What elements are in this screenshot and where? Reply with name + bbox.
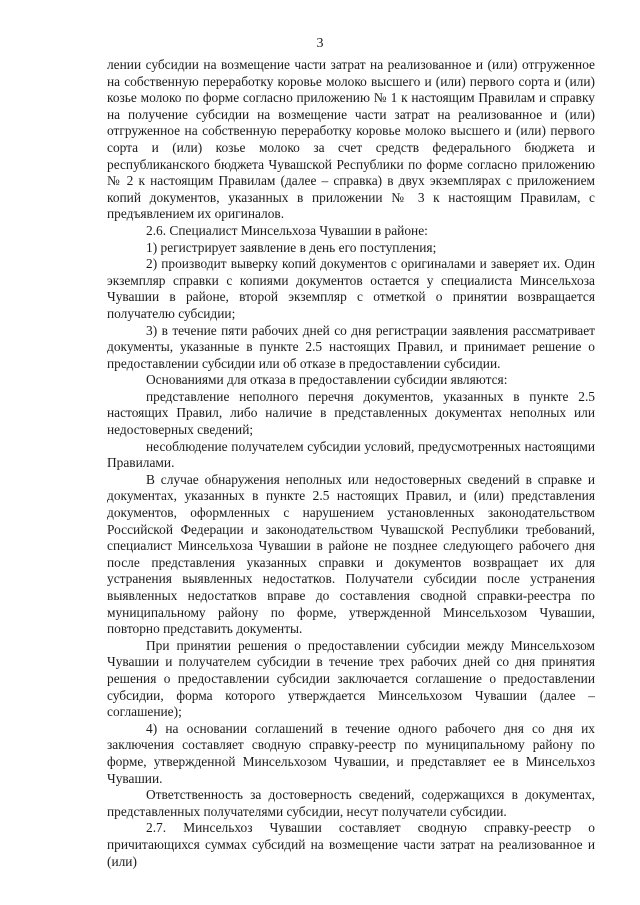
- paragraph-inaccurate-info: В случае обнаружения неполных или недостоверных сведений в справке и документах, указанных в пункте 2.5 настоящих Правил, и (или) представления документов, оформленных с нарушением установленных законодательством Российской Федерации и законодательством Чувашской Республики требований, специалист Минсельхоза Чувашии в районе не позднее следующего рабочего дня после представления указанных справки и документов возвращает их для устранения выявленных недостатков. Получатели субсидии после устранения выявленных недостатков вправе до составления сводной справки-реестра по муниципальному району по форме, утвержденной Минсельхозом Чувашии, повторно представить документы.: [107, 471, 595, 637]
- paragraph-refusal-grounds: Основаниями для отказа в предоставлении субсидии являются:: [146, 372, 508, 388]
- paragraph-section-2-6: 2.6. Специалист Минсельхоза Чувашии в районе:: [146, 222, 428, 238]
- paragraph-item-3: 3) в течение пяти рабочих дней со дня регистрации заявления рассматривает документы, указанные в пункте 2.5 настоящих Правил, и принимает решение о предоставлении субсидии или об отказе в предоставлении субсидии.: [107, 322, 595, 371]
- paragraph-item-1: 1) регистрирует заявление в день его поступления;: [146, 239, 437, 255]
- paragraph-section-2-7: 2.7. Минсельхоз Чувашии составляет сводную справку-реестр о причитающихся суммах субсидий на возмещение части затрат на реализованное и (или): [107, 820, 595, 869]
- paragraph-refusal-conditions: несоблюдение получателем субсидии условий, предусмотренных настоящими Правилами.: [107, 438, 595, 471]
- paragraph-agreement: При принятии решения о предоставлении субсидии между Минсельхозом Чувашии и получателем субсидии в течение трех рабочих дней со дня принятия решения о предоставлении субсидии заключается соглашение о предоставлении субсидии, форма которого утверждается Минсельхозом Чувашии (далее – соглашение);: [107, 637, 595, 720]
- paragraph-responsibility: Ответственность за достоверность сведений, содержащихся в документах, представленных получателями субсидии, несут получатели субсидии.: [107, 787, 595, 819]
- document-body: [107, 57, 595, 870]
- paragraph-item-2: 2) производит выверку копий документов с оригиналами и заверяет их. Один экземпляр справки с копиями документов остается у специалиста Минсельхоза Чувашии в районе, второй экземпляр с отметкой о принятии возвращается получателю субсидии;: [107, 256, 595, 321]
- paragraph-item-4: 4) на основании соглашений в течение одного рабочего дня со дня их заключения составляет сводную справку-реестр по муниципальному району по форме, утвержденной Минсельхозом Чувашии, и представляет ее в Минсельхоз Чувашии.: [107, 720, 595, 786]
- paragraph-refusal-incomplete: представление неполного перечня документов, указанных в пункте 2.5 настоящих Правил, либо наличие в представленных документах неполных или недостоверных сведений;: [107, 388, 595, 438]
- paragraph-continuation: лении субсидии на возмещение части затрат на реализованное и (или) отгруженное на собственную переработку коровье молоко высшего и (или) первого сорта и (или) козье молоко по форме согласно приложению № 1 к настоящим Правилам и справку на получение субсидии на возмещение части затрат на реализованное и (или) отгруженное на собственную переработку коровье молоко высшего и (или) первого сорта и (или) козье молоко за счет средств федерального бюджета и республиканского бюджета Чувашской Республики по форме согласно приложению № 2 к настоящим Правилам (далее – справка) в двух экземплярах с приложением копий документов, указанных в приложении № 3 к настоящим Правилам, с предъявлением их оригиналов.: [107, 57, 595, 222]
- page-number: 3: [316, 36, 324, 51]
